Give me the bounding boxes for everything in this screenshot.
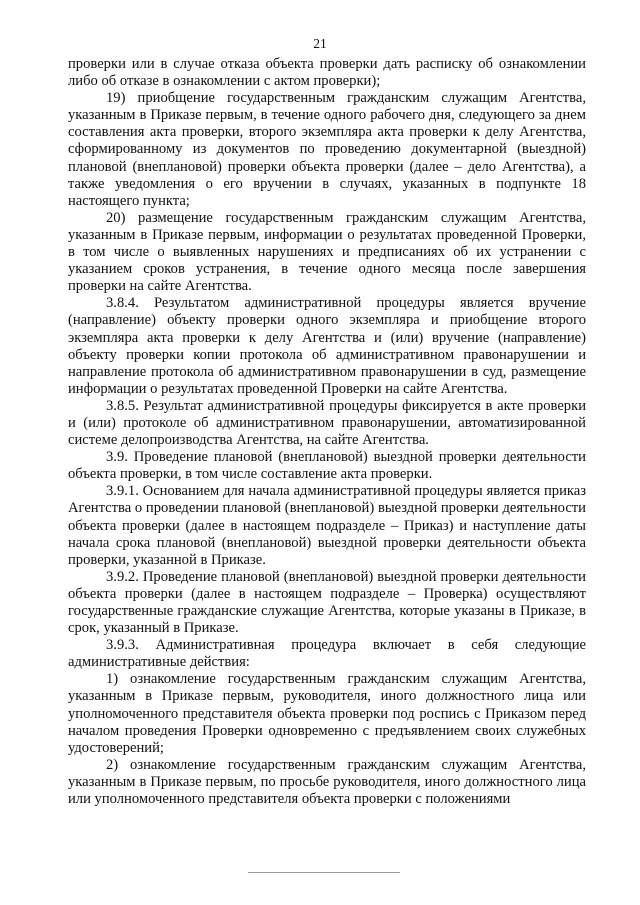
- paragraph-3-9-1: 3.9.1. Основанием для начала административной процедуры является приказ Агентства о проведении плановой (внеплановой) выездной проверки деятельности объекта проверки (далее в настоящем подразделе – Приказ) и наступление даты начала срока плановой (внеплановой) выездной проверки деятельности объекта проверки, указанной в Приказе.: [68, 483, 586, 568]
- scan-edge-mark: [248, 872, 400, 873]
- document-body: [68, 56, 586, 808]
- paragraph-3-8-4: 3.8.4. Результатом административной процедуры является вручение (направление) объекту проверки одного экземпляра и приобщение второго экземпляра акта проверки к делу Агентства и (или) вручение (направление) объекту проверки копии протокола об административном правонарушении и направление протокола об административном правонарушении в суд, размещение информации о результатах проведенной Проверки на сайте Агентства.: [68, 295, 586, 397]
- paragraph-3-9-3: 3.9.3. Административная процедура включает в себя следующие административные действия:: [68, 637, 586, 671]
- paragraph-item-19: 19) приобщение государственным гражданским служащим Агентства, указанным в Приказе первым, в течение одного рабочего дня, следующего за днем составления акта проверки, второго экземпляра акта проверки к делу Агентства, сформированному из документов по проведению документарной (выездной) плановой (внеплановой) проверки объекта проверки (далее – дело Агентства), а также уведомления о его вручении в случаях, указанных в подпункте 18 настоящего пункта;: [68, 90, 586, 209]
- paragraph-action-1: 1) ознакомление государственным гражданским служащим Агентства, указанным в Приказе первым, руководителя, иного должностного лица или уполномоченного представителя объекта проверки под роспись с Приказом перед началом проведения Проверки одновременно с предъявлением своих служебных удостоверений;: [68, 671, 586, 756]
- paragraph-3-9-2: 3.9.2. Проведение плановой (внеплановой) выездной проверки деятельности объекта проверки (далее в настоящем подразделе – Проверка) осуществляют государственные гражданские служащие Агентства, которые указаны в Приказе, в срок, указанный в Приказе.: [68, 568, 586, 637]
- paragraph-item-20: 20) размещение государственным гражданским служащим Агентства, указанным в Приказе первым, информации о результатах проведенной Проверки, в том числе о выявленных нарушениях и предписаниях об их устранении с указанием сроков устранения, в течение одного месяца после завершения проверки на сайте Агентства.: [68, 209, 586, 295]
- paragraph-3-9: 3.9. Проведение плановой (внеплановой) выездной проверки деятельности объекта проверки, в том числе составление акта проверки.: [68, 449, 586, 483]
- page-number: 21: [313, 36, 327, 51]
- paragraph-continuation: проверки или в случае отказа объекта проверки дать расписку об ознакомлении либо об отказе в ознакомлении с актом проверки);: [68, 56, 586, 90]
- paragraph-action-2: 2) ознакомление государственным гражданским служащим Агентства, указанным в Приказе первым, по просьбе руководителя, иного должностного лица или уполномоченного представителя объекта проверки с положениями: [68, 756, 586, 808]
- paragraph-3-8-5: 3.8.5. Результат административной процедуры фиксируется в акте проверки и (или) протоколе об административном правонарушении, автоматизированной системе делопроизводства Агентства, на сайте Агентства.: [68, 397, 586, 449]
